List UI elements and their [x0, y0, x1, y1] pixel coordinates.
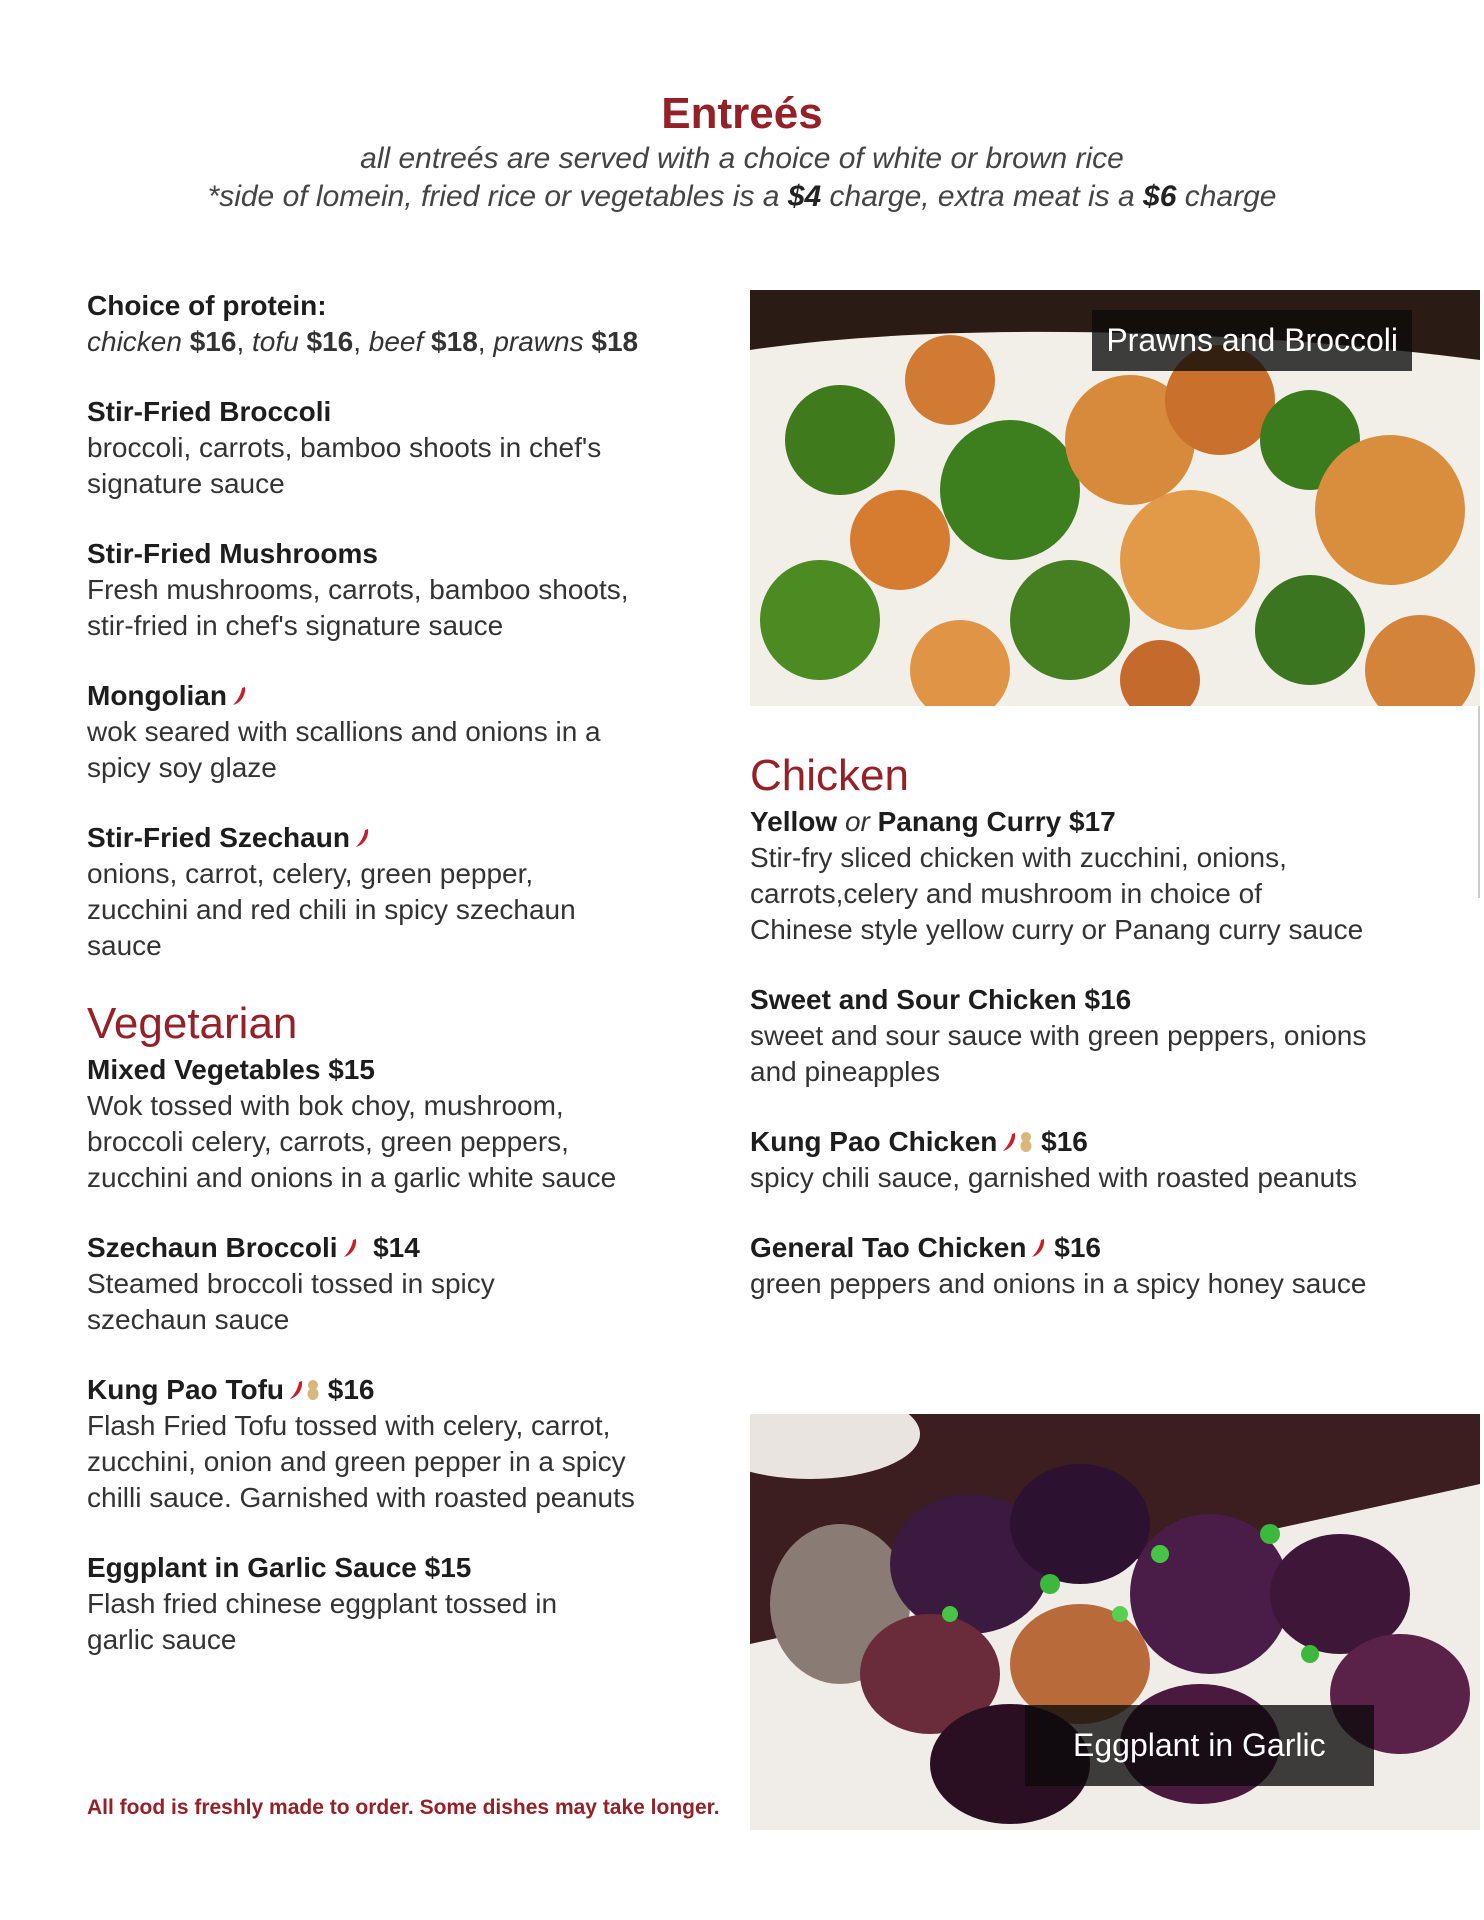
protein-label: Choice of protein:	[87, 290, 327, 321]
photo-prawns-broccoli	[750, 290, 1480, 706]
item-desc: stir-fried in chef's signature sauce	[87, 610, 504, 641]
peanut-icon	[1019, 1131, 1033, 1153]
peanut-icon	[306, 1379, 320, 1401]
item-desc: szechaun sauce	[87, 1304, 290, 1335]
photo-caption: Eggplant in Garlic	[1025, 1705, 1374, 1786]
right-column	[750, 742, 1430, 1336]
menu-item	[87, 1550, 727, 1658]
menu-item	[87, 1052, 727, 1196]
item-desc: Stir-fry sliced chicken with zucchini, onions,	[750, 842, 1287, 873]
item-price: $15	[328, 1054, 375, 1085]
menu-item	[750, 982, 1430, 1090]
item-name: Szechaun Broccoli	[87, 1232, 338, 1263]
page-title: Entreés	[661, 89, 823, 138]
menu-item	[87, 820, 727, 964]
item-desc: sauce	[87, 930, 162, 961]
item-desc: garlic sauce	[87, 1624, 237, 1655]
item-desc: spicy chili sauce, garnished with roasted peanuts	[750, 1162, 1358, 1193]
item-desc: Chinese style yellow curry or Panang curry sauce	[750, 914, 1364, 945]
item-desc: wok seared with scallions and onions in a	[87, 716, 601, 747]
item-name-row	[750, 982, 1430, 1018]
item-desc: Wok tossed with bok choy, mushroom,	[87, 1090, 564, 1121]
chili-icon	[231, 685, 247, 707]
item-name-row	[87, 1372, 727, 1408]
chili-icon	[1001, 1131, 1017, 1153]
menu-item	[750, 804, 1430, 948]
item-name-row	[750, 804, 1430, 840]
footer-note: All food is freshly made to order. Some dishes may take longer.	[87, 1796, 720, 1819]
menu-header	[0, 88, 1484, 216]
item-desc: sweet and sour sauce with green peppers, onions	[750, 1020, 1367, 1051]
chili-icon	[354, 827, 370, 849]
item-desc: onions, carrot, celery, green pepper,	[87, 858, 534, 889]
item-name: General Tao Chicken	[750, 1232, 1027, 1263]
menu-item	[87, 1372, 727, 1516]
divider	[1478, 706, 1480, 898]
item-price: $14	[373, 1232, 420, 1263]
item-name: Sweet and Sour Chicken	[750, 984, 1077, 1015]
item-desc: and pineapples	[750, 1056, 940, 1087]
item-name: Yellow	[750, 806, 838, 837]
left-column	[87, 288, 727, 1692]
item-price: $16	[1054, 1232, 1101, 1263]
item-name-or: or	[844, 806, 870, 837]
section-title-vegetarian: Vegetarian	[87, 999, 298, 1048]
item-name-row	[750, 1124, 1430, 1160]
menu-item	[87, 394, 727, 502]
subtitle-charges: *side of lomein, fried rice or vegetables is a $4 charge, extra meat is a $6 charge	[207, 180, 1277, 213]
item-name: Kung Pao Tofu	[87, 1374, 284, 1405]
protein-choice	[87, 288, 727, 360]
subtitle-rice: all entreés are served with a choice of white or brown rice	[360, 142, 1124, 175]
item-name-row	[87, 1550, 727, 1586]
protein-options: chicken $16, tofu $16, beef $18, prawns $18	[87, 326, 639, 357]
item-name-row	[87, 678, 727, 714]
item-desc: chilli sauce. Garnished with roasted peanuts	[87, 1482, 635, 1513]
item-desc: zucchini and onions in a garlic white sauce	[87, 1162, 617, 1193]
chili-icon	[1030, 1237, 1046, 1259]
menu-item	[87, 1230, 727, 1338]
item-name: Mongolian	[87, 680, 227, 711]
item-desc: broccoli celery, carrots, green peppers,	[87, 1126, 569, 1157]
item-name: Panang Curry	[877, 806, 1062, 837]
item-name-row	[87, 1052, 727, 1088]
menu-item	[750, 1124, 1430, 1196]
menu-item	[87, 678, 727, 786]
item-price: $17	[1069, 806, 1116, 837]
item-price: $16	[1041, 1126, 1088, 1157]
item-name: Mixed Vegetables	[87, 1054, 321, 1085]
item-name: Eggplant in Garlic Sauce	[87, 1552, 417, 1583]
item-desc: Fresh mushrooms, carrots, bamboo shoots,	[87, 574, 629, 605]
menu-item	[87, 536, 727, 644]
chili-icon	[342, 1237, 358, 1259]
photo-eggplant-garlic	[750, 1414, 1480, 1830]
item-desc: Flash Fried Tofu tossed with celery, carrot,	[87, 1410, 611, 1441]
item-desc: Flash fried chinese eggplant tossed in	[87, 1588, 558, 1619]
item-name: Stir-Fried Mushrooms	[87, 538, 378, 569]
item-name-row	[87, 1230, 727, 1266]
item-price: $16	[327, 1374, 375, 1405]
item-desc: green peppers and onions in a spicy honey sauce	[750, 1268, 1367, 1299]
photo-caption: Prawns and Broccoli	[1092, 310, 1412, 371]
item-desc: broccoli, carrots, bamboo shoots in chef's	[87, 432, 602, 463]
item-name: Stir-Fried Szechaun	[87, 822, 350, 853]
section-title-chicken: Chicken	[750, 751, 909, 800]
item-name-row	[87, 820, 727, 856]
item-desc: zucchini and red chili in spicy szechaun	[87, 894, 576, 925]
item-desc: Steamed broccoli tossed in spicy	[87, 1268, 495, 1299]
menu-item	[750, 1230, 1430, 1302]
item-name-row	[750, 1230, 1430, 1266]
item-desc: spicy soy glaze	[87, 752, 277, 783]
item-desc: carrots,celery and mushroom in choice of	[750, 878, 1262, 909]
item-name: Stir-Fried Broccoli	[87, 396, 332, 427]
item-desc: signature sauce	[87, 468, 285, 499]
item-desc: zucchini, onion and green pepper in a spicy	[87, 1446, 626, 1477]
item-price: $15	[424, 1552, 472, 1583]
item-price: $16	[1084, 984, 1132, 1015]
chili-icon	[288, 1379, 304, 1401]
item-name: Kung Pao Chicken	[750, 1126, 998, 1157]
